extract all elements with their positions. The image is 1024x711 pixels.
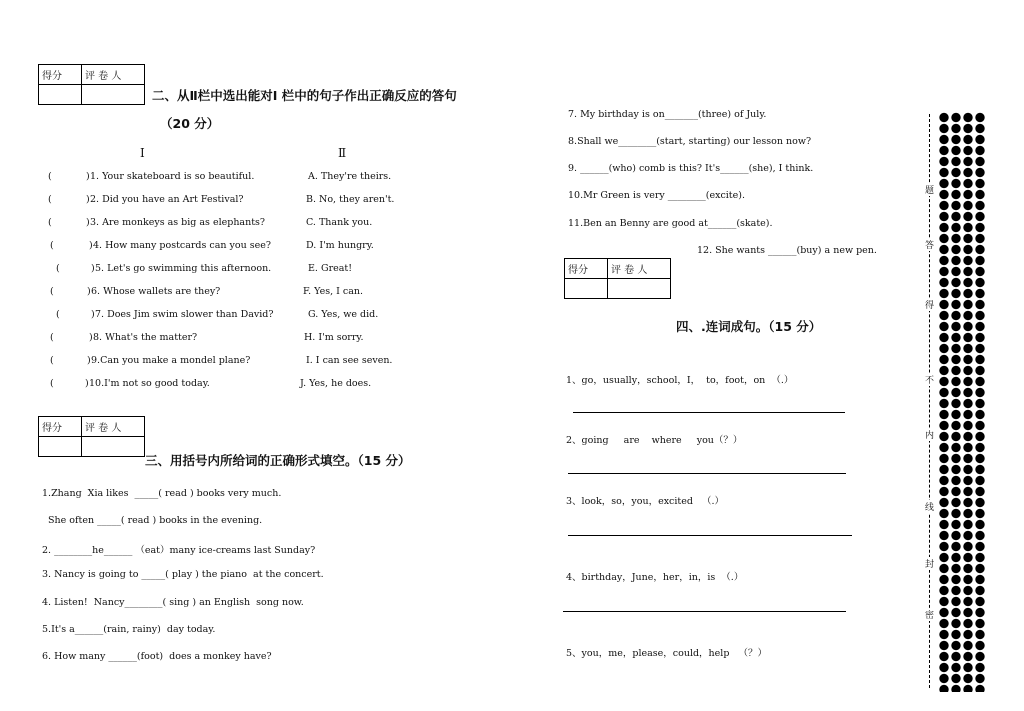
question-item: 9.Can you make a mondel plane? [91, 355, 251, 366]
answer-bracket-close: ) [85, 378, 89, 389]
score-cell [39, 437, 82, 457]
sentence-item: 2、going are where you（？） [566, 435, 743, 446]
seal-character: 封 [925, 557, 934, 570]
fill-blank-item: 2. ________he______ （eat）many ice-creams last Sunday? [42, 545, 316, 556]
answer-bracket-open: ( [50, 355, 54, 366]
answer-bracket-close: ) [89, 240, 93, 251]
grader-label: 评 卷 人 [82, 65, 145, 85]
answer-bracket-open: ( [50, 240, 54, 251]
answer-line [563, 611, 846, 612]
question-item: 6. Whose wallets are they? [91, 286, 221, 297]
answer-bracket-open: ( [56, 309, 60, 320]
answer-bracket-close: ) [91, 309, 95, 320]
question-item: 8. What's the matter? [93, 332, 198, 343]
question-item: 10.I'm not so good today. [89, 378, 210, 389]
score-label: 得分 [39, 65, 82, 85]
response-option: I. I can see seven. [306, 355, 393, 366]
question-item: 2. Did you have an Art Festival? [90, 194, 244, 205]
seal-character: 答 [925, 238, 934, 251]
response-option: G. Yes, we did. [308, 309, 379, 320]
answer-bracket-close: ) [87, 355, 91, 366]
answer-bracket-close: ) [87, 286, 91, 297]
fill-blank-item: 8.Shall we________(start, starting) our lesson now? [568, 136, 812, 147]
score-box-section4 [564, 258, 671, 299]
sentence-item: 1、go，usually，school，I， to，foot，on （.） [566, 375, 794, 386]
grader-cell [82, 437, 145, 457]
seal-character: 得 [925, 298, 934, 311]
binding-dots [938, 112, 986, 692]
seal-character: 内 [925, 428, 934, 441]
fill-blank-item: 1.Zhang Xia likes _____( read ) books very much. [42, 488, 282, 499]
score-label: 得分 [565, 259, 608, 279]
sentence-item: 5、you，me，please，could，help （？） [566, 648, 767, 659]
sentence-item: 3、look，so，you，excited （.） [566, 496, 725, 507]
score-cell [565, 279, 608, 299]
binding-dashed-line [929, 114, 930, 688]
answer-line [573, 412, 845, 413]
answer-bracket-close: ) [89, 332, 93, 343]
seal-character: 不 [925, 373, 934, 386]
question-item: 3. Are monkeys as big as elephants? [90, 217, 266, 228]
column-i-header: Ⅰ [140, 146, 145, 160]
question-item: 5. Let's go swimming this afternoon. [95, 263, 272, 274]
section2-title: 二、从Ⅱ栏中选出能对Ⅰ 栏中的句子作出正确反应的答句 [152, 88, 457, 103]
sentence-item: 4、birthday，June，her，in，is （.） [566, 572, 744, 583]
score-label: 得分 [39, 417, 82, 437]
question-item: 1. Your skateboard is so beautiful. [90, 171, 255, 182]
response-option: H. I'm sorry. [304, 332, 364, 343]
answer-bracket-open: ( [50, 332, 54, 343]
response-option: F. Yes, I can. [303, 286, 364, 297]
fill-blank-item: 7. My birthday is on_______(three) of July. [568, 109, 767, 120]
fill-blank-item: 9. ______(who) comb is this? It's______(she), I think. [568, 163, 814, 174]
column-ii-header: Ⅱ [338, 146, 347, 160]
response-option: C. Thank you. [306, 217, 373, 228]
score-box-section2 [38, 64, 145, 105]
answer-bracket-close: ) [91, 263, 95, 274]
answer-bracket-open: ( [48, 194, 52, 205]
answer-bracket-open: ( [48, 217, 52, 228]
seal-character: 题 [925, 183, 934, 196]
score-box-section3 [38, 416, 145, 457]
question-item: 7. Does Jim swim slower than David? [95, 309, 274, 320]
section2-points: （20 分） [160, 116, 220, 131]
grader-label: 评 卷 人 [608, 259, 671, 279]
question-item: 4. How many postcards can you see? [93, 240, 271, 251]
fill-blank-item: 4. Listen! Nancy________( sing ) an English song now. [42, 597, 304, 608]
fill-blank-item: 12. She wants ______(buy) a new pen. [697, 245, 877, 256]
grader-label: 评 卷 人 [82, 417, 145, 437]
answer-bracket-open: ( [56, 263, 60, 274]
answer-bracket-open: ( [50, 378, 54, 389]
answer-bracket-close: ) [86, 171, 90, 182]
answer-line [568, 473, 846, 474]
seal-character: 线 [925, 500, 934, 513]
seal-character: 密 [925, 608, 934, 621]
answer-bracket-close: ) [86, 194, 90, 205]
fill-blank-item: 5.It's a______(rain, rainy) day today. [42, 624, 216, 635]
response-option: D. I'm hungry. [306, 240, 374, 251]
fill-blank-item: 11.Ben an Benny are good at______(skate). [568, 218, 773, 229]
fill-blank-item: 3. Nancy is going to _____( play ) the piano at the concert. [42, 569, 324, 580]
response-option: E. Great! [308, 263, 353, 274]
grader-cell [608, 279, 671, 299]
fill-blank-item: 6. How many ______(foot) does a monkey have? [42, 651, 272, 662]
section4-title: 四、.连词成句。（15 分） [676, 319, 822, 334]
answer-bracket-open: ( [48, 171, 52, 182]
fill-blank-item: 10.Mr Green is very ________(excite). [568, 190, 745, 201]
answer-line [568, 535, 852, 536]
score-cell [39, 85, 82, 105]
grader-cell [82, 85, 145, 105]
response-option: A. They're theirs. [308, 171, 392, 182]
section3-title: 三、用括号内所给词的正确形式填空。（15 分） [145, 453, 411, 468]
answer-bracket-open: ( [50, 286, 54, 297]
response-option: J. Yes, he does. [300, 378, 372, 389]
answer-bracket-close: ) [86, 217, 90, 228]
response-option: B. No, they aren't. [306, 194, 395, 205]
fill-blank-item: She often _____( read ) books in the evening. [42, 515, 263, 526]
